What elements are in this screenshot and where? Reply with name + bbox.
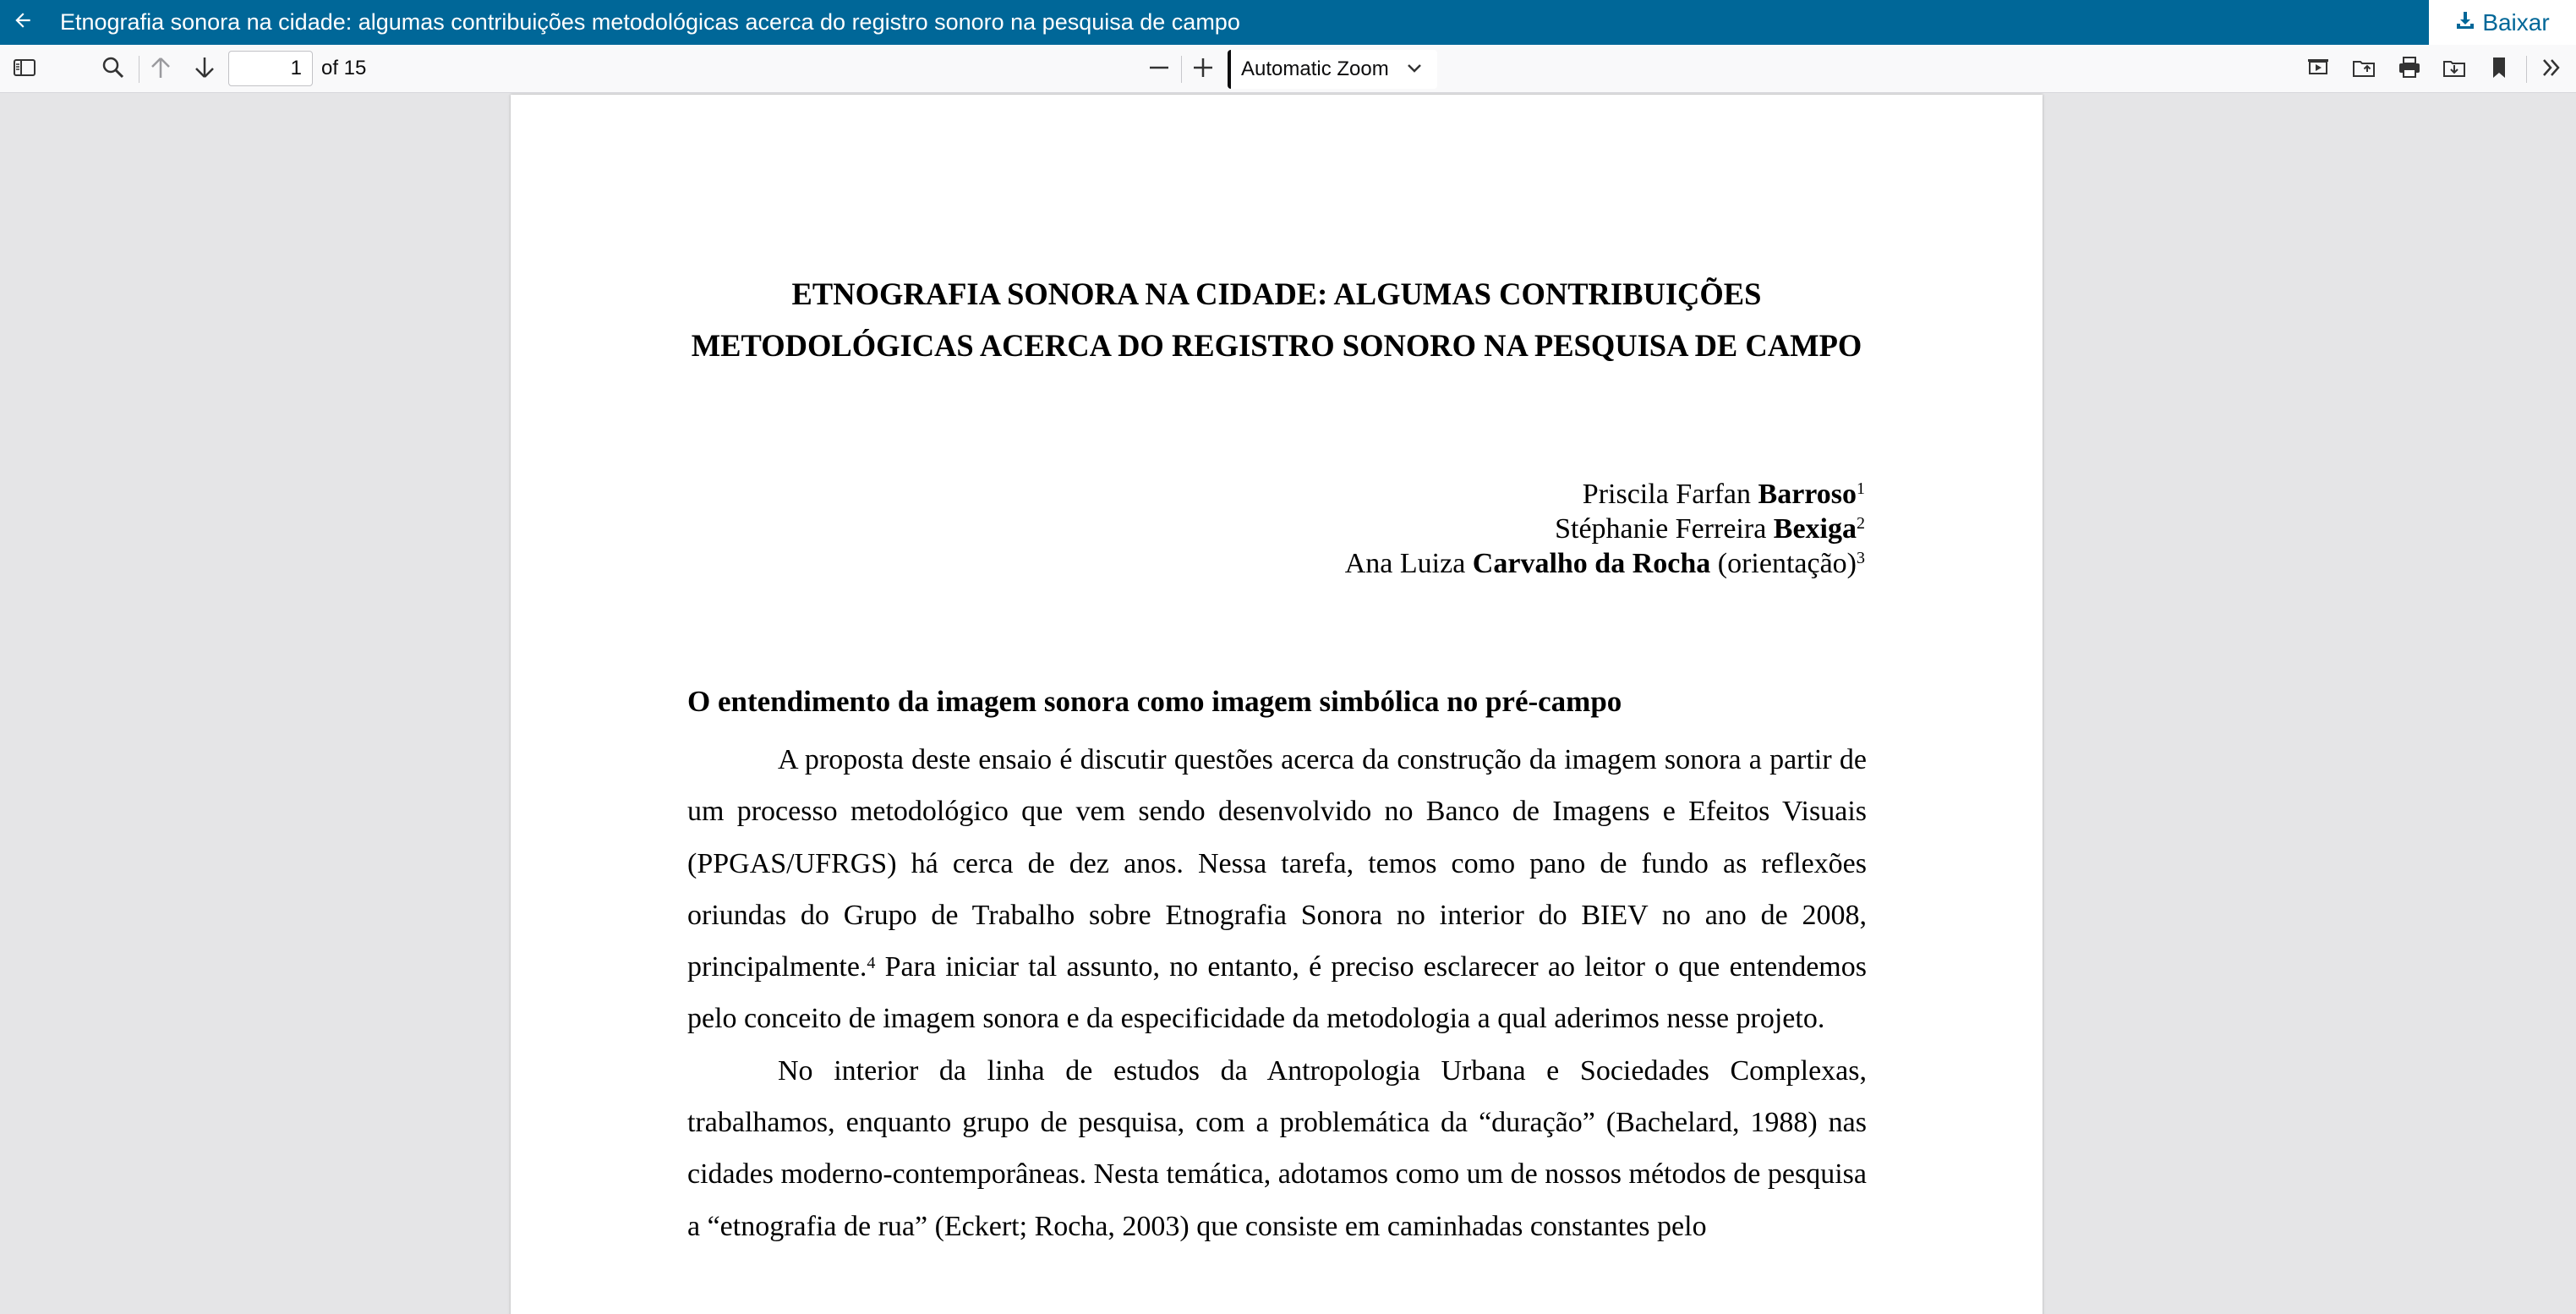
open-file-icon — [2351, 55, 2376, 85]
sidebar-toggle-button[interactable] — [8, 52, 41, 86]
footnote-ref: 1 — [1857, 479, 1865, 498]
author-2: Stéphanie Ferreira Bexiga$^2$ — [1555, 513, 1865, 545]
viewer-header — [0, 0, 2576, 45]
page-count: of 15 — [321, 57, 367, 79]
download-button[interactable] — [2429, 0, 2576, 45]
back-button[interactable] — [0, 0, 45, 45]
tools-chevron-icon — [2539, 55, 2564, 85]
paper-title — [511, 268, 2043, 371]
zoom-value: Automatic Zoom — [1241, 57, 1389, 80]
author-3: Ana Luiza Carvalho da Rocha (orientação)$^3$ — [1344, 548, 1865, 579]
pdf-page — [511, 95, 2043, 1314]
page-number-input[interactable] — [228, 51, 313, 86]
toolbar-separator — [2526, 56, 2527, 83]
download-label: Baixar — [2482, 8, 2550, 36]
zoom-in-button[interactable] — [1186, 52, 1220, 86]
next-page-button[interactable] — [188, 52, 222, 86]
save-icon — [2442, 55, 2467, 85]
plus-icon — [1190, 55, 1216, 85]
bookmark-button[interactable] — [2482, 52, 2516, 86]
zoom-select[interactable] — [1228, 50, 1437, 89]
paper-title-line-1: ETNOGRAFIA SONORA NA CIDADE: ALGUMAS CONTRIBUIÇÕES — [791, 276, 1762, 311]
section-heading: O entendimento da imagem sonora como imagem simbólica no pré-campo — [687, 685, 1622, 718]
search-button[interactable] — [96, 52, 130, 86]
toolbar-separator — [1181, 56, 1182, 83]
arrow-up-icon — [148, 55, 173, 85]
bookmark-icon — [2486, 55, 2512, 85]
author-list — [1345, 477, 1865, 581]
footnote-ref: 2 — [1857, 514, 1865, 533]
open-file-button[interactable] — [2347, 52, 2381, 86]
presentation-mode-icon — [2305, 55, 2331, 85]
zoom-out-button[interactable] — [1142, 52, 1176, 86]
arrow-left-icon — [12, 9, 34, 36]
previous-page-button[interactable] — [144, 52, 178, 86]
search-icon — [101, 55, 126, 85]
document-viewer[interactable] — [0, 93, 2576, 1314]
save-button[interactable] — [2437, 52, 2471, 86]
footnote-ref: 4 — [867, 954, 876, 973]
body-text — [687, 734, 1867, 1252]
paragraph-2: No interior da linha de estudos da Antropologia Urbana e Sociedades Complexas, trabalhamos, enquanto grupo de pesquisa, com a problemática da “duração” (Bachelard, 1988) nas cidades moderno-contemporâneas. Nesta temática, adotamos como um de nossos métodos de pesquisa a “etnografia de rua” (Eckert; Rocha, 2003) que consiste em caminhadas constantes pelo — [687, 1054, 1867, 1242]
sidebar-toggle-icon — [12, 55, 37, 85]
print-icon — [2397, 55, 2422, 85]
paper-title-line-2: METODOLÓGICAS ACERCA DO REGISTRO SONORO NA PESQUISA DE CAMPO — [691, 328, 1862, 363]
tools-button[interactable] — [2535, 52, 2568, 86]
presentation-mode-button[interactable] — [2301, 52, 2335, 86]
arrow-down-icon — [192, 55, 217, 85]
download-icon — [2455, 9, 2482, 36]
author-1: Priscila Farfan Barroso$^1$ — [1582, 479, 1865, 510]
chevron-down-icon — [1405, 58, 1424, 77]
minus-icon — [1146, 55, 1172, 85]
document-title: Etnografia sonora na cidade: algumas contribuições metodológicas acerca do registro sonoro na pesquisa de campo — [60, 9, 1240, 35]
paragraph-1: A proposta deste ensaio é discutir questões acerca da construção da imagem sonora a partir de um processo metodológico que vem sendo desenvolvido no Banco de Imagens e Efeitos Visuais (PPGAS/UFRGS) há cerca de dez anos. Nessa tarefa, temos como pano de fundo as reflexões oriundas do Grupo de Trabalho sobre Etnografia Sonora no interior do BIEV no ano de 2008, principalmente.$^4$ Para iniciar tal assunto, no entanto, é preciso esclarecer ao leitor o que entendemos pelo conceito de imagem sonora e da especificidade da metodologia a qual aderimos nesse projeto. — [687, 744, 1867, 1035]
pdf-toolbar — [0, 45, 2576, 93]
footnote-ref: 3 — [1857, 549, 1865, 567]
print-button[interactable] — [2393, 52, 2426, 86]
